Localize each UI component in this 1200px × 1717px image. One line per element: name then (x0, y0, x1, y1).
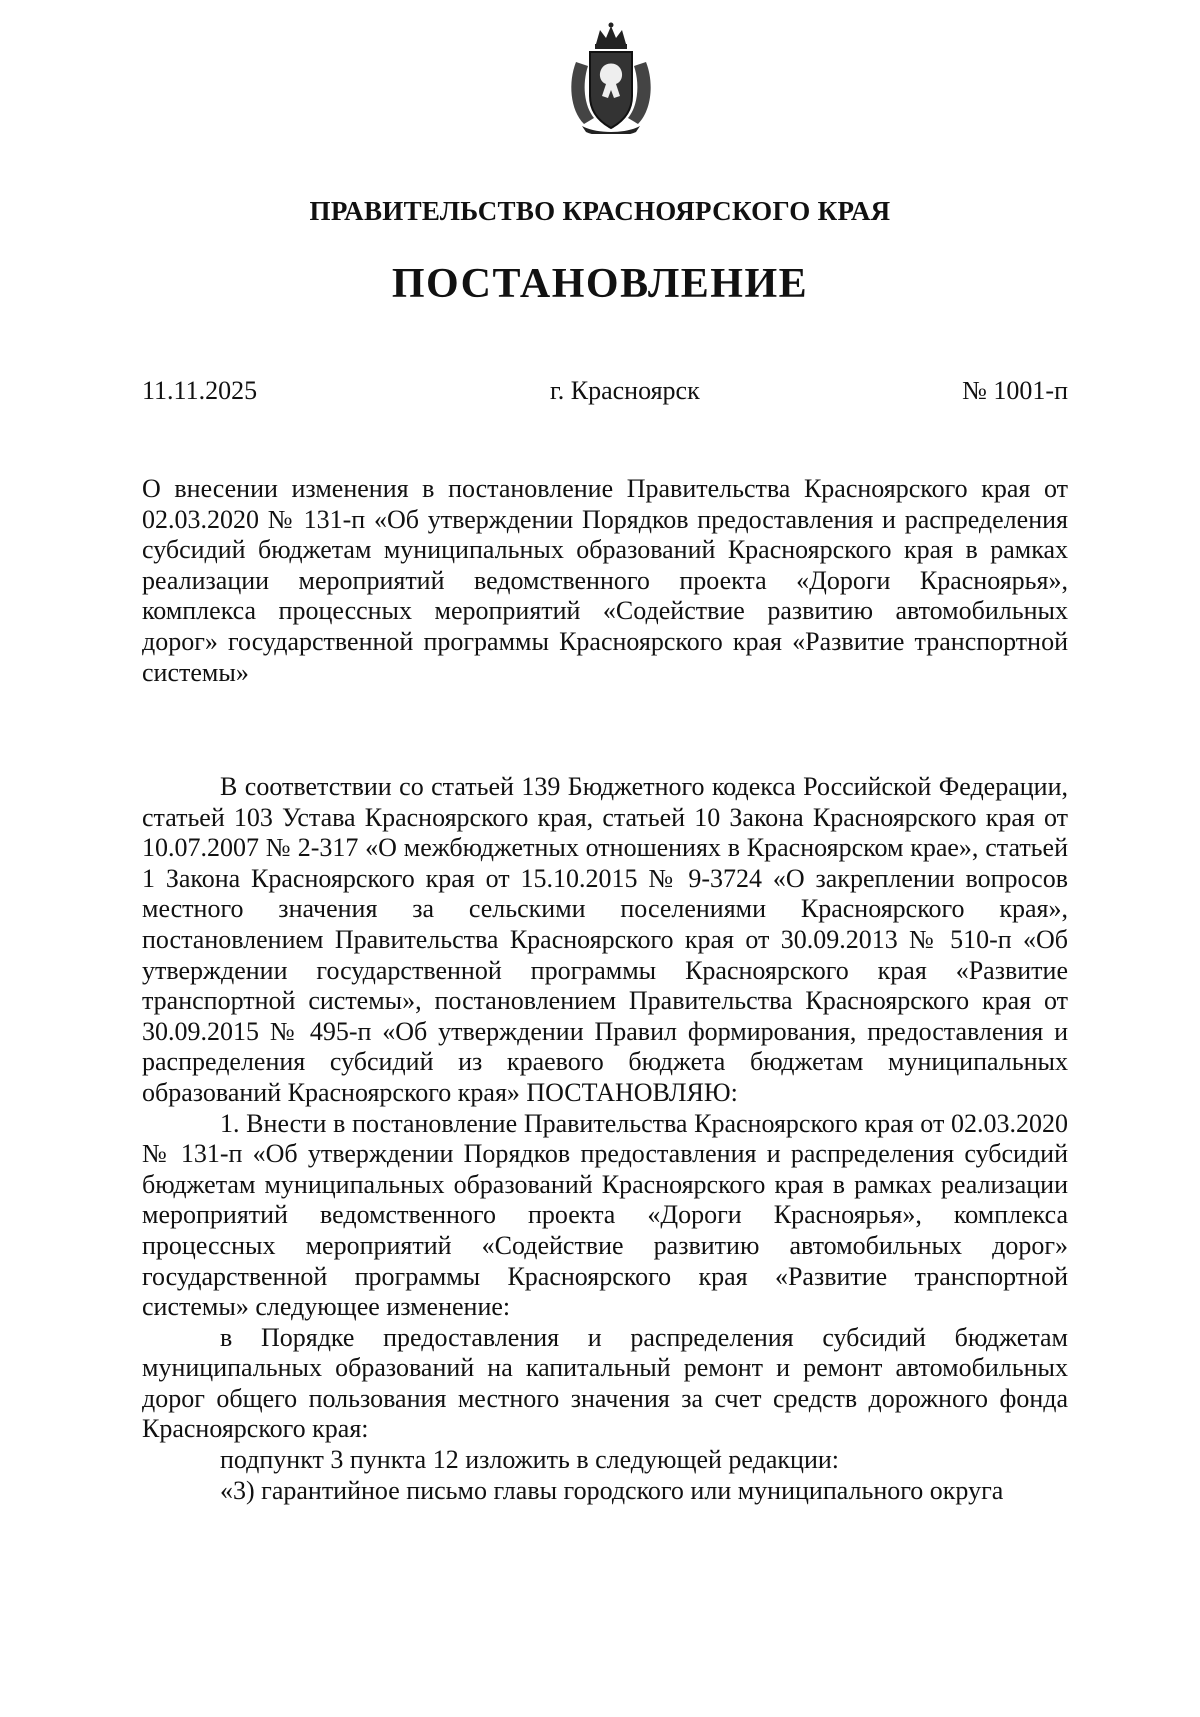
subitem-paragraph: подпункт 3 пункта 12 изложить в следующей редакции: (220, 1445, 839, 1475)
preamble-paragraph: В соответствии со статьей 139 Бюджетного кодекса Российской Федерации, статьей 103 Устава Красноярского края, статьей 10 Закона Красноярского края от 10.07.2007 № 2-317 «О межбюджетных отношениях в Красноярском крае», статьей 1 Закона Красноярского края от 15.10.2015 № 9-3724 «О закреплении вопросов местного значения за сельскими поселениями Красноярского края», постановлением Правительства Красноярского края от 30.09.2013 № 510-п «Об утверждении государственной программы Красноярского края «Развитие транспортной системы», постановлением Правительства Красноярского края от 30.09.2015 № 495-п «Об утверждении Правил формирования, предоставления и распределения субсидий из краевого бюджета бюджетам муниципальных образований Красноярского края» ПОСТАНОВЛЯЮ: (142, 772, 1068, 1107)
document-date: 11.11.2025 (142, 376, 258, 405)
document-city: г. Красноярск (550, 376, 700, 405)
organization-name: ПРАВИТЕЛЬСТВО КРАСНОЯРСКОГО КРАЯ (309, 196, 891, 226)
order-reference-paragraph: в Порядке предоставления и распределения субсидий бюджетам муниципальных образований на капитальный ремонт и ремонт автомобильных дорог общего пользования местного значения за счет средств дорожного фонда Красноярского края: (142, 1322, 1068, 1444)
item-1-paragraph: 1. Внести в постановление Правительства Красноярского края от 02.03.2020 № 131-п «Об утверждении Порядков предоставления и распределения субсидий бюджетам муниципальных образований Красноярского края в рамках реализации мероприятий ведомственного проекта «Дороги Красноярья», комплекса процессных мероприятий «Содействие развитию автомобильных дорог» государственной программы Красноярского края «Развитие транспортной системы» следующее изменение: (142, 1108, 1068, 1322)
document-meta (142, 376, 1068, 410)
document-title: О внесении изменения в постановление Правительства Красноярского края от 02.03.2020 № 131-п «Об утверждении Порядков предоставления и распределения субсидий бюджетам муниципальных образований Красноярского края в рамках реализации мероприятий ведомственного проекта «Дороги Красноярья», комплекса процессных мероприятий «Содействие развитию автомобильных дорог» государственной программы Красноярского края «Развитие транспортной системы» (142, 474, 1068, 687)
document-body (142, 772, 1068, 1506)
document-number: № 1001-п (962, 376, 1068, 405)
quote-paragraph: «3) гарантийное письмо главы городского или муниципального округа (220, 1475, 1004, 1505)
document-title-block (142, 474, 1068, 688)
document-type: ПОСТАНОВЛЕНИЕ (391, 261, 809, 307)
coat-of-arms-icon (566, 22, 656, 134)
